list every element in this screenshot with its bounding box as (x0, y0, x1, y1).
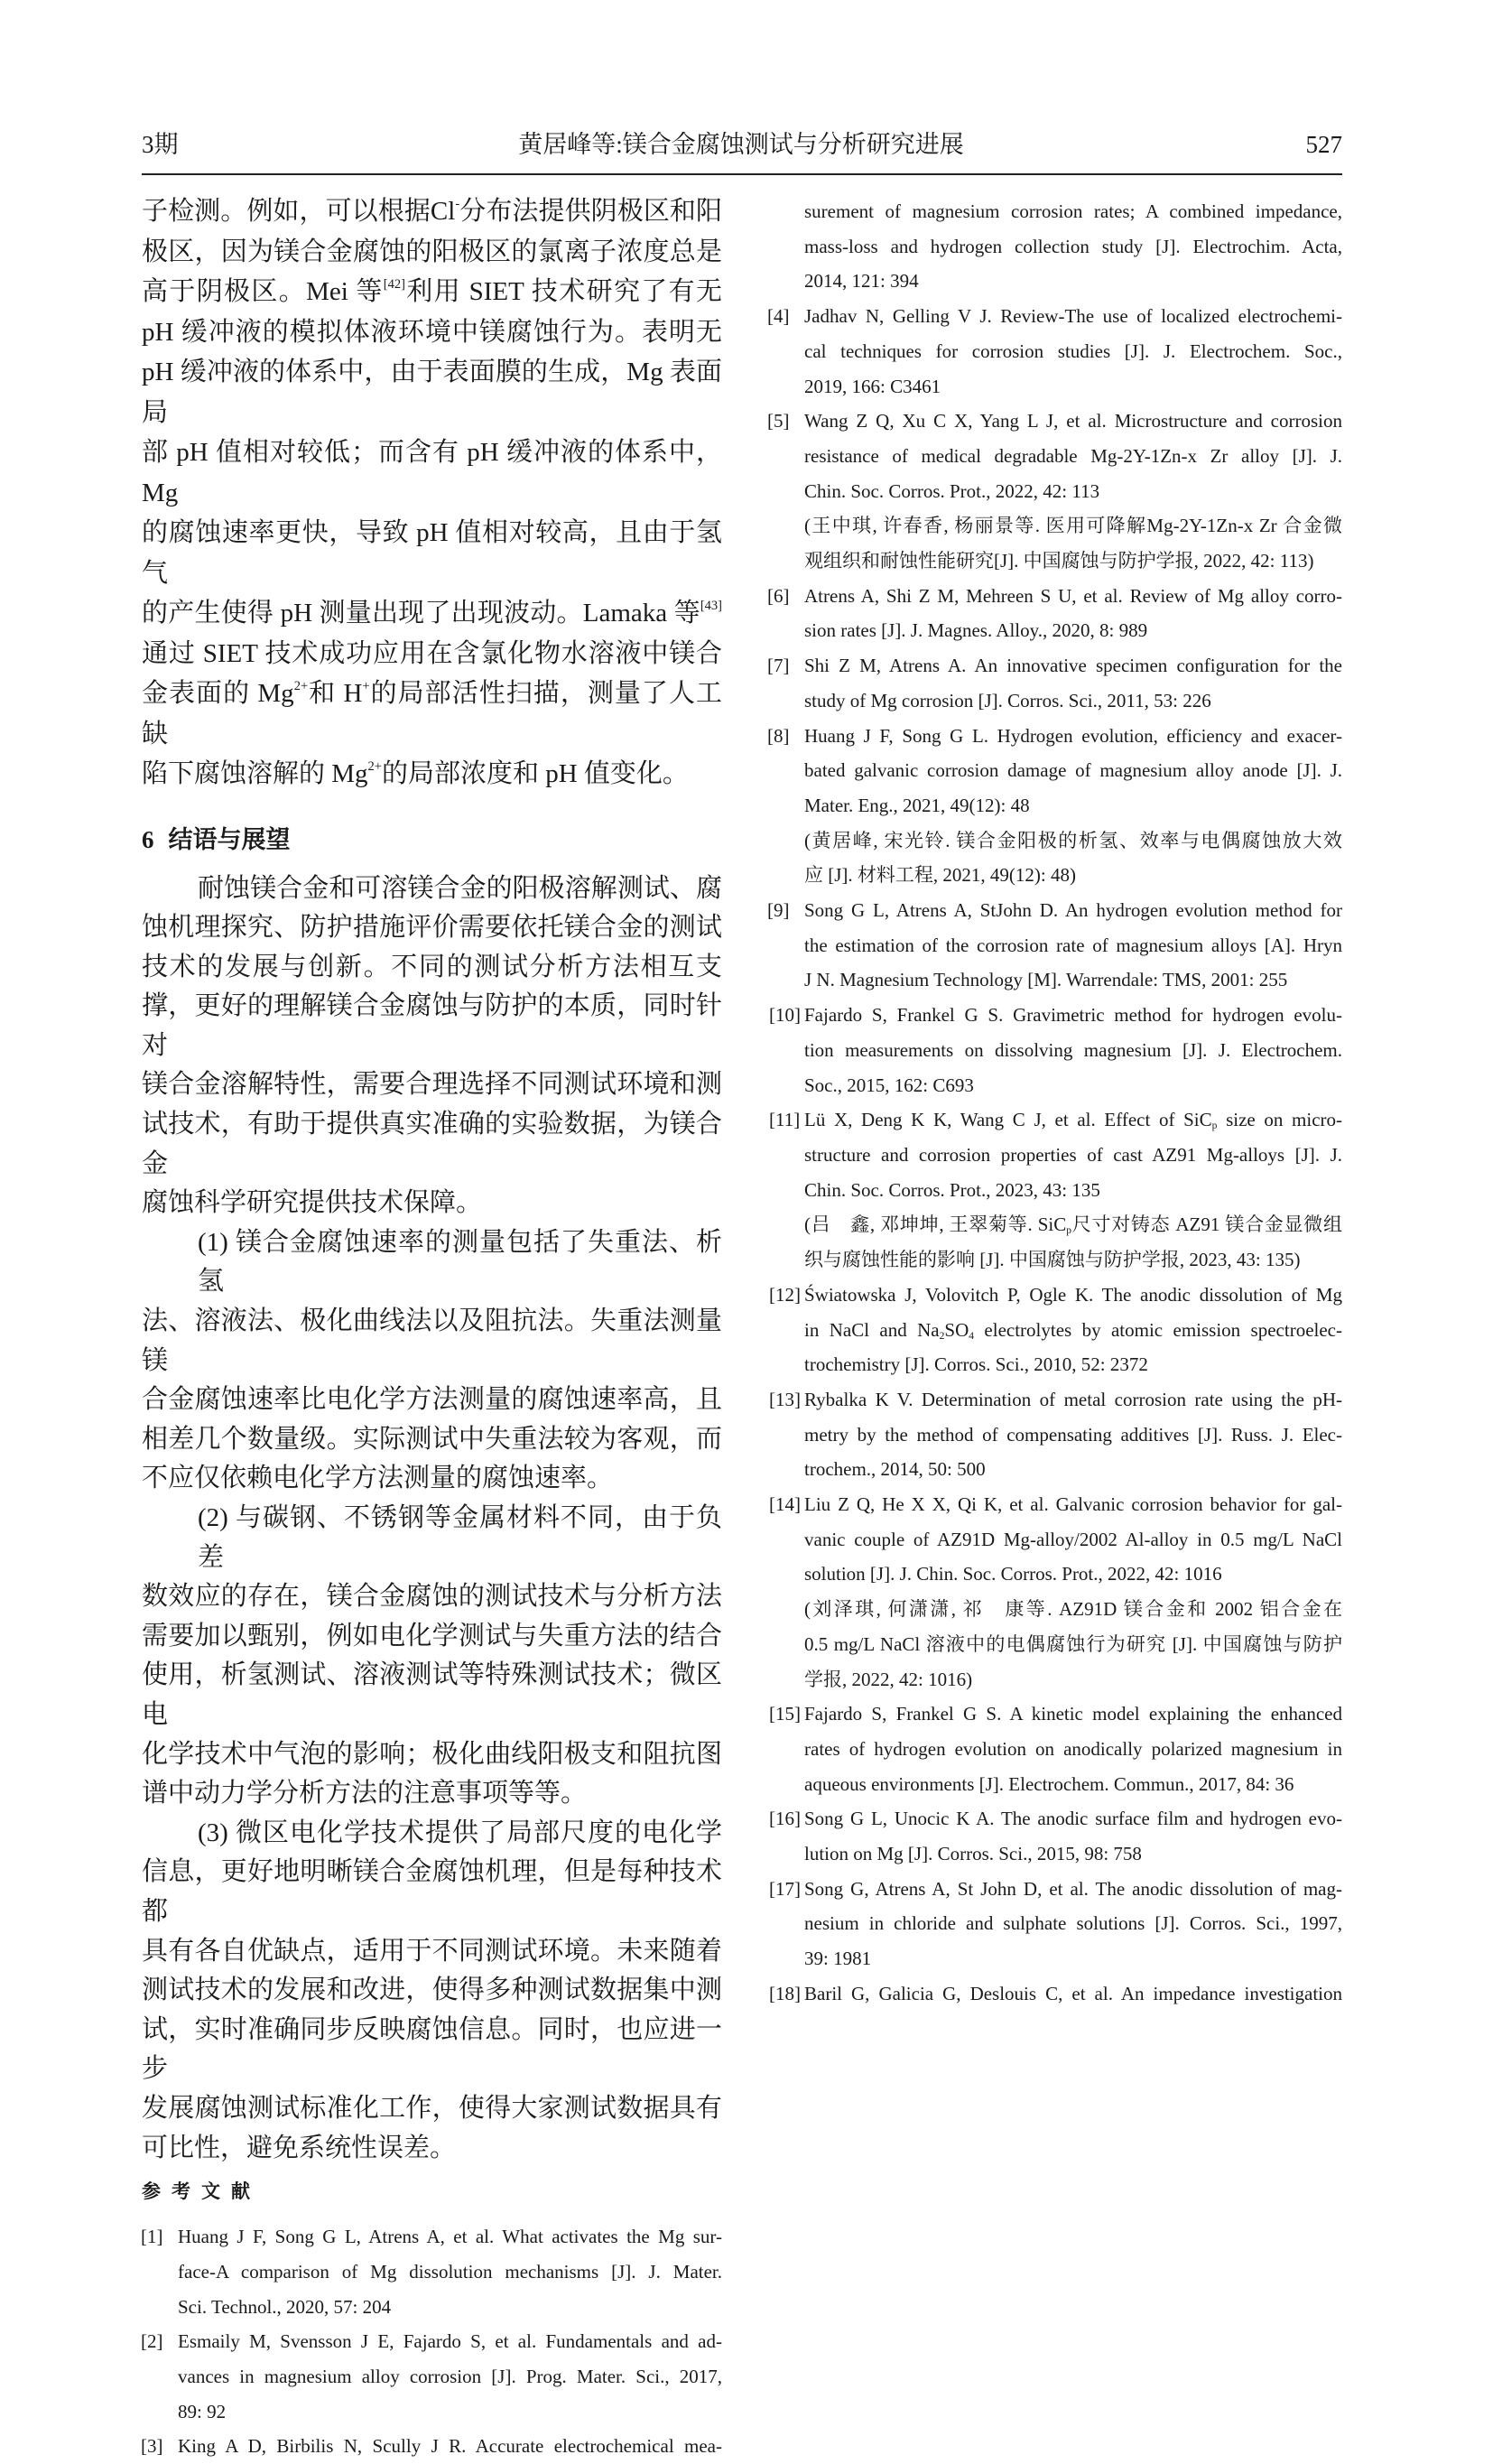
text-line: (刘泽琪, 何潇潇, 祁 康等. AZ91D 镁合金和 2002 铝合金在 (804, 1598, 1342, 1621)
text-line: Esmaily M, Svensson J E, Fajardo S, et al. Fundamentals and ad- (178, 2330, 722, 2353)
text-line: Fajardo S, Frankel G S. Gravimetric method for hydrogen evolu- (804, 1004, 1342, 1027)
text-line: (黄居峰, 宋光铃. 镁合金阳极的析氢、效率与电偶腐蚀放大效 (804, 829, 1342, 851)
text-line: 化学技术中气泡的影响；极化曲线阳极支和阻抗图 (142, 1739, 722, 1769)
text-line: Huang J F, Song G L, Atrens A, et al. What activates the Mg sur- (178, 2226, 722, 2248)
text-line: 数效应的存在，镁合金腐蚀的测试技术与分析方法 (142, 1582, 722, 1612)
text-line: 部 pH 值相对较低；而含有 pH 缓冲液的体系中，Mg (142, 438, 722, 507)
reference-item (141, 2219, 722, 2324)
text-line: cal techniques for corrosion studies [J]. J. Electrochem. Soc., (804, 339, 1342, 362)
reference-number: [1] (141, 2226, 163, 2248)
text-line: pH 缓冲液的体系中，由于表面膜的生成，Mg 表面局 (142, 358, 722, 427)
reference-number: [9] (767, 899, 790, 922)
text-line: Jadhav N, Gelling V J. Review-The use of localized electrochemi- (804, 305, 1342, 328)
text-line: vanic couple of AZ91D Mg-alloy/2002 Al-alloy in 0.5 mg/L NaCl (804, 1528, 1342, 1550)
text-line: 2014, 121: 394 (804, 270, 919, 293)
text-line: (吕 鑫, 邓坤坤, 王翠菊等. SiC$_p$尺寸对铸态 AZ91 镁合金显微组 (804, 1213, 1342, 1237)
reference-number: [13] (769, 1388, 801, 1410)
text-line: 使用，析氢测试、溶液测试等特殊测试技术；微区电 (142, 1660, 722, 1729)
text-line: 的产生使得 pH 测量出现了出现波动。Lamaka 等[43] (142, 598, 722, 628)
text-line: 高于阴极区。Mei 等[42]利用 SIET 技术研究了有无 (142, 276, 722, 306)
text-line: the estimation of the corrosion rate of magnesium alloys [A]. Hryn (804, 934, 1342, 956)
references-right-column (767, 194, 1343, 2012)
left-column (142, 191, 722, 2464)
text-line: Soc., 2015, 162: C693 (804, 1074, 974, 1096)
text-line: 具有各自优缺点，适用于不同测试环境。未来随着 (142, 1936, 722, 1966)
text-line: Song G L, Atrens A, StJohn D. An hydrogen evolution method for (804, 899, 1342, 922)
reference-item (769, 1872, 1342, 1976)
text-line: 撑，更好的理解镁合金腐蚀与防护的本质，同时针对 (142, 991, 722, 1060)
issue-number: 3期 (142, 131, 179, 158)
text-line: 测试技术的发展和改进，使得多种测试数据集中测 (142, 1976, 722, 2005)
text-line: trochemistry [J]. Corros. Sci., 2010, 52: 2372 (804, 1353, 1148, 1376)
text-line: (1) 镁合金腐蚀速率的测量包括了失重法、析氢 (198, 1227, 722, 1297)
text-line: 极区，因为镁合金腐蚀的阳极区的氯离子浓度总是 (142, 237, 722, 266)
paragraph (142, 1814, 722, 2168)
reference-item (767, 299, 1342, 404)
reference-item (767, 719, 1342, 894)
text-line: (王中琪, 许春香, 杨丽景等. 医用可降解Mg-2Y-1Zn-x Zr 合金微 (804, 515, 1342, 537)
reference-item (769, 1976, 1342, 2012)
text-line: 陷下腐蚀溶解的 $Mg^{2+}$的局部浓度和 pH 值变化。 (142, 758, 689, 788)
text-line: Huang J F, Song G L. Hydrogen evolution, efficiency and exacer- (804, 724, 1342, 747)
reference-number: [2] (141, 2330, 163, 2353)
text-line: 2019, 166: C3461 (804, 375, 941, 397)
text-line: rates of hydrogen evolution on anodically polarized magnesium in (804, 1737, 1342, 1760)
text-line: Shi Z M, Atrens A. An innovative specimen configuration for the (804, 655, 1342, 677)
text-line: lution on Mg [J]. Corros. Sci., 2015, 98: 758 (804, 1843, 1142, 1865)
reference-number: [11] (769, 1109, 801, 1131)
text-line: 试，实时准确同步反映腐蚀信息。同时，也应进一步 (142, 2014, 722, 2084)
text-line: 腐蚀科学研究提供技术保障。 (142, 1188, 483, 1218)
text-line: 金表面的 $Mg^{2+}$和 H+的局部活性扫描，测量了人工缺 (142, 678, 722, 748)
reference-number: [4] (767, 305, 790, 328)
text-line: solution [J]. J. Chin. Soc. Corros. Prot., 2022, 42: 1016 (804, 1563, 1222, 1585)
conclusion-text (142, 869, 722, 2169)
text-line: 法、溶液法、极化曲线法以及阻抗法。失重法测量镁 (142, 1306, 722, 1375)
text-line: structure and corrosion properties of cast AZ91 Mg-alloys [J]. J. (804, 1143, 1342, 1166)
text-line: 织与腐蚀性能的影响 [J]. 中国腐蚀与防护学报, 2023, 43: 135) (804, 1249, 1301, 1271)
text-line: Lü X, Deng K K, Wang C J, et al. Effect of SiC$_p$ size on micro- (804, 1109, 1343, 1132)
section-number: 6 (142, 825, 154, 853)
text-line: 耐蚀镁合金和可溶镁合金的阳极溶解测试、腐 (198, 873, 722, 903)
reference-item (769, 1801, 1342, 1871)
text-line: nesium in chloride and sulphate solutions [J]. Corros. Sci., 1997, (804, 1912, 1342, 1935)
text-line: J N. Magnesium Technology [M]. Warrendale: TMS, 2001: 255 (804, 969, 1288, 991)
reference-item (767, 893, 1342, 998)
text-line: King A D, Birbilis N, Scully J R. Accurate electrochemical mea- (178, 2435, 722, 2458)
reference-number: [18] (769, 1982, 801, 2004)
text-line: bated galvanic corrosion damage of magnesium alloy anode [J]. J. (804, 759, 1342, 782)
text-line: Liu Z Q, He X X, Qi K, et al. Galvanic corrosion behavior for gal- (804, 1493, 1342, 1516)
text-line: 试技术，有助于提供真实准确的实验数据，为镁合金 (142, 1110, 722, 1178)
text-line: 合金腐蚀速率比电化学方法测量的腐蚀速率高，且 (142, 1385, 722, 1415)
text-line: pH 缓冲液的模拟体液环境中镁腐蚀行为。表明无 (142, 317, 722, 347)
reference-number: [10] (769, 1004, 801, 1027)
running-title: 黄居峰等:镁合金腐蚀测试与分析研究进展 (518, 131, 964, 158)
text-line: 蚀机理探究、防护措施评价需要依托镁合金的测试 (142, 913, 722, 943)
reference-number: [8] (767, 724, 790, 747)
text-line: study of Mg corrosion [J]. Corros. Sci., 2011, 53: 226 (804, 689, 1211, 711)
text-line: 89: 92 (178, 2400, 227, 2422)
references-heading: 参考文献 (142, 2180, 261, 2203)
text-line: tion measurements on dissolving magnesium [J]. J. Electrochem. (804, 1038, 1342, 1061)
text-line: mass-loss and hydrogen collection study [J]. Electrochim. Acta, (804, 235, 1342, 257)
reference-item (769, 1102, 1343, 1278)
text-line: 的腐蚀速率更快，导致 pH 值相对较高，且由于氢气 (142, 518, 722, 588)
reference-item (804, 194, 1342, 299)
text-line: sion rates [J]. J. Magnes. Alloy., 2020, 8: 989 (804, 619, 1148, 642)
reference-item (767, 579, 1342, 648)
text-line: 镁合金溶解特性，需要合理选择不同测试环境和测 (142, 1070, 722, 1100)
page-number: 527 (1305, 131, 1342, 158)
text-line: 通过 SIET 技术成功应用在含氯化物水溶液中镁合 (142, 638, 722, 668)
text-line: Atrens A, Shi Z M, Mehreen S U, et al. Review of Mg alloy corro- (804, 584, 1342, 607)
text-line: 发展腐蚀测试标准化工作，使得大家测试数据具有 (142, 2093, 722, 2123)
text-line: 应 [J]. 材料工程, 2021, 49(12): 48) (804, 864, 1076, 887)
text-line: 技术的发展与创新。不同的测试分析方法相互支 (142, 952, 722, 981)
text-line: Chin. Soc. Corros. Prot., 2022, 42: 113 (804, 479, 1100, 502)
reference-number: [5] (767, 410, 790, 432)
text-line: face-A comparison of Mg dissolution mechanisms [J]. J. Mater. (178, 2260, 722, 2283)
paragraph (142, 1499, 722, 1814)
text-line: Chin. Soc. Corros. Prot., 2023, 43: 135 (804, 1178, 1100, 1201)
references-left-column (142, 2219, 722, 2464)
text-line: Mater. Eng., 2021, 49(12): 48 (804, 794, 1030, 816)
text-line: Song G L, Unocic K A. The anodic surface film and hydrogen evo- (804, 1808, 1342, 1830)
text-line: Sci. Technol., 2020, 57: 204 (178, 2295, 392, 2318)
reference-number: [6] (767, 584, 790, 607)
text-line: 子检测。例如，可以根据Cl-分布法提供阴极区和阳 (142, 196, 722, 226)
paragraph (142, 191, 722, 795)
text-line: aqueous environments [J]. Electrochem. Commun., 2017, 84: 36 (804, 1772, 1294, 1795)
text-line: (2) 与碳钢、不锈钢等金属材料不同，由于负差 (198, 1503, 722, 1572)
body-text-continued (142, 191, 722, 795)
reference-item (141, 2429, 722, 2464)
section-heading (142, 823, 722, 858)
text-line: surement of magnesium corrosion rates; A combined impedance, (804, 200, 1342, 222)
reference-number: [17] (769, 1877, 801, 1900)
text-line: 39: 1981 (804, 1948, 872, 1970)
paragraph (142, 1223, 722, 1499)
text-line: resistance of medical degradable Mg-2Y-1Zn-x Zr alloy [J]. J. (804, 444, 1342, 467)
reference-item (767, 404, 1342, 579)
text-line: 信息，更好地明晰镁合金腐蚀机理，但是每种技术都 (142, 1857, 722, 1926)
reference-item (769, 1487, 1342, 1697)
text-line: 谱中动力学分析方法的注意事项等等。 (142, 1779, 588, 1808)
reference-item (769, 1697, 1342, 1801)
reference-item (769, 998, 1342, 1102)
reference-item (769, 1382, 1342, 1487)
text-line: Baril G, Galicia G, Deslouis C, et al. An impedance investigation (804, 1982, 1342, 2004)
text-line: Wang Z Q, Xu C X, Yang L J, et al. Microstructure and corrosion (804, 410, 1342, 432)
reference-number: [16] (769, 1808, 801, 1830)
text-line: 需要加以甄别，例如电化学测试与失重方法的结合 (142, 1621, 722, 1650)
text-line: Song G, Atrens A, St John D, et al. The anodic dissolution of mag- (804, 1877, 1342, 1900)
text-line: Rybalka K V. Determination of metal corrosion rate using the pH- (804, 1388, 1342, 1410)
text-line: 学报, 2022, 42: 1016) (804, 1668, 973, 1690)
reference-item (141, 2324, 722, 2429)
text-line: Fajardo S, Frankel G S. A kinetic model explaining the enhanced (804, 1703, 1342, 1725)
text-line: 观组织和耐蚀性能研究[J]. 中国腐蚀与防护学报, 2022, 42: 113) (804, 550, 1314, 572)
reference-number: [3] (141, 2435, 163, 2458)
reference-number: [12] (769, 1283, 801, 1306)
text-line: Światowska J, Volovitch P, Ogle K. The anodic dissolution of Mg (804, 1283, 1342, 1306)
reference-number: [7] (767, 655, 790, 677)
text-line: 不应仅依赖电化学方法测量的腐蚀速率。 (142, 1464, 614, 1493)
text-line: (3) 微区电化学技术提供了局部尺度的电化学 (198, 1818, 722, 1847)
reference-number: [14] (769, 1493, 801, 1516)
text-line: 0.5 mg/L NaCl 溶液中的电偶腐蚀行为研究 [J]. 中国腐蚀与防护 (804, 1632, 1342, 1655)
reference-number: [15] (769, 1703, 801, 1725)
text-line: in NaCl and $Na_2SO_4$ electrolytes by atomic emission spectroelec- (804, 1318, 1342, 1342)
text-line: metry by the method of compensating additives [J]. Russ. J. Elec- (804, 1423, 1342, 1446)
section-title: 结语与展望 (168, 825, 291, 854)
text-line: 可比性，避免系统性误差。 (142, 2133, 457, 2162)
header-rule (142, 173, 1342, 175)
text-line: vances in magnesium alloy corrosion [J]. Prog. Mater. Sci., 2017, (178, 2365, 722, 2387)
paragraph (142, 869, 722, 1223)
reference-item (769, 1278, 1342, 1382)
reference-item (767, 648, 1342, 718)
text-line: 相差几个数量级。实际测试中失重法较为客观，而 (142, 1424, 722, 1454)
text-line: trochem., 2014, 50: 500 (804, 1458, 986, 1481)
